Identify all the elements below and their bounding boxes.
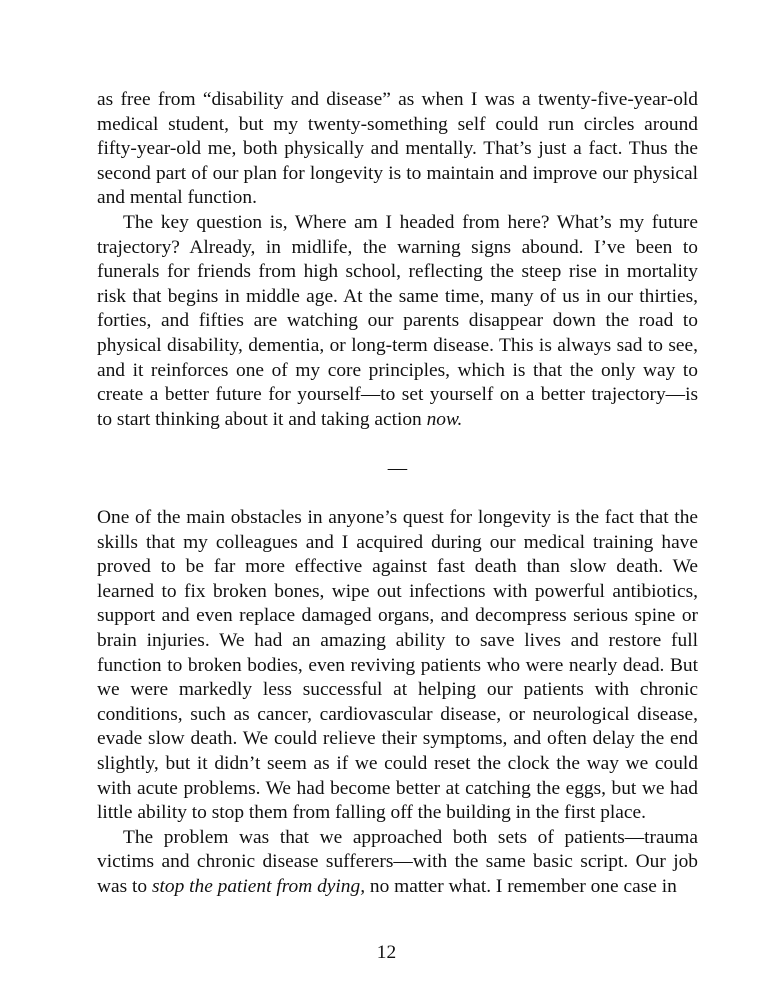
paragraph-4-text-b: no matter what. I remember one case in — [365, 876, 677, 897]
section-break — [97, 457, 698, 482]
paragraph-2-emphasis: now. — [426, 408, 463, 430]
paragraph-4-emphasis: stop the patient from dying, — [151, 876, 366, 897]
paragraph-4-text-a: The problem was that we approached both sets of patients—trauma victims and chronic disease sufferers—with the same basic script. Our job was to — [97, 826, 698, 897]
page-number: 12 — [376, 942, 397, 963]
paragraph-1-text: as free from “disability and disease” as when I was a twenty-five-year-old medical student, but my twenty-something self could run circles around fifty-year-old me, both physically and mentally. That’s just a fact. Thus the second part of our plan for longevity is to maintain and improve our physical and mental function. — [97, 89, 698, 209]
page-body — [97, 88, 698, 900]
paragraph-2-text: The key question is, Where am I headed from here? What’s my future trajectory? Already, in midlife, the warning signs abound. I’ve been to funerals for friends from high school, reflecting the steep rise in mortality risk that begins in middle age. At the same time, many of us in our thirties, forties, and fifties are watching our parents disappear down the road to physical disability, dementia, or long-term disease. This is always sad to see, and it reinforces one of my core principles, which is that the only way to create a better future for yourself—to set yourself on a better trajectory—is to start thinking about it and taking action — [97, 211, 698, 430]
paragraph-2 — [97, 211, 698, 432]
paragraph-3-text: One of the main obstacles in anyone’s quest for longevity is the fact that the skills that my colleagues and I acquired during our medical training have proved to be far more effective against fast death than slow death. We learned to fix broken bones, wipe out infections with powerful antibiotics, support and even replace damaged organs, and decompress serious spine or brain injuries. We had an amazing ability to save lives and restore full function to broken bodies, even reviving patients who were nearly dead. But we were markedly less successful at helping our patients with chronic conditions, such as cancer, cardiovascular disease, or neurological disease, evade slow death. We could relieve their symptoms, and often delay the end slightly, but it didn’t seem as if we could reset the clock the way we could with acute problems. We had become better at catching the eggs, but we had little ability to stop them from falling off the building in the first place. — [97, 507, 698, 824]
paragraph-1 — [97, 88, 698, 211]
paragraph-3 — [97, 506, 698, 826]
section-break-dash: — — [387, 457, 408, 479]
paragraph-4 — [97, 826, 698, 900]
